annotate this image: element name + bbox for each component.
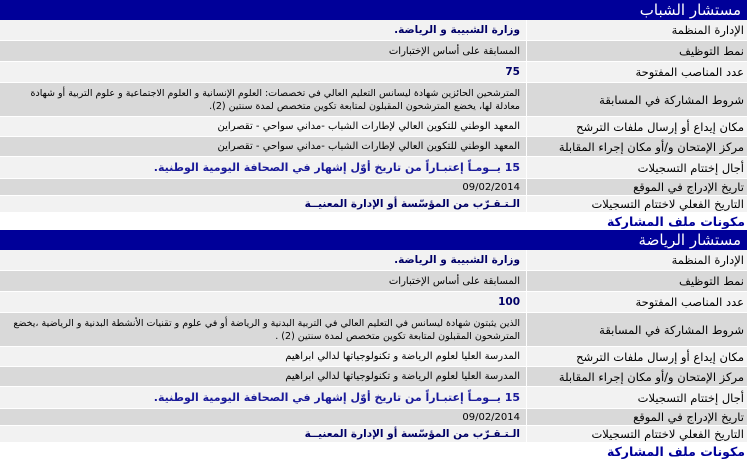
row-label: شروط المشاركة في المسابقة: [526, 313, 747, 346]
table-row: [0, 117, 747, 137]
row-value: المدرسة العليا لعلوم الرياضة و تكنولوجياتها لدالي ابراهيم: [285, 351, 520, 362]
row-value: 09/02/2014: [462, 181, 520, 193]
table-row: [0, 271, 747, 292]
components-link[interactable]: مكونات ملف المشاركة: [0, 213, 747, 230]
table-row: [0, 250, 747, 271]
row-label: التاريخ الفعلي لاختتام التسجيلات: [526, 426, 747, 442]
table-row: [0, 157, 747, 179]
row-value: المسابقة على أساس الإختبارات: [388, 275, 520, 287]
row-label: تاريخ الإدراج في الموقع: [526, 179, 747, 195]
table-row: [0, 137, 747, 157]
row-label: أجال إختتام التسجيلات: [526, 157, 747, 178]
row-label: مكان إيداع أو إرسال ملفات الترشح: [526, 117, 747, 136]
section-sports-advisor: [0, 230, 747, 460]
row-value: وزارة الشبيبة و الرياضة.: [394, 23, 520, 36]
table-row: [0, 179, 747, 196]
row-value: وزارة الشبيبة و الرياضة.: [394, 253, 520, 266]
table-row: [0, 387, 747, 409]
row-value: الـتـقـرّب من المؤسّسة أو الإدارة المعنيــة: [304, 427, 520, 440]
table-row: [0, 20, 747, 41]
row-label: الإدارة المنظمة: [526, 20, 747, 40]
table-row: [0, 367, 747, 387]
row-value: 100: [498, 295, 520, 308]
section-title: مستشار الشباب: [0, 0, 747, 20]
row-value: 75: [505, 65, 520, 78]
row-value: 15 يــومـاً إعتبـاراً من تاريخ أوّل إشهار في الصحافة اليومية الوطنية.: [153, 391, 520, 404]
row-label: أجال إختتام التسجيلات: [526, 387, 747, 408]
components-link[interactable]: مكونات ملف المشاركة: [0, 443, 747, 460]
row-value: المعهد الوطني للتكوين العالي لإطارات الشباب -مداني سواحي - تقصراين: [217, 141, 520, 152]
table-row: [0, 409, 747, 426]
row-value: المدرسة العليا لعلوم الرياضة و تكنولوجياتها لدالي ابراهيم: [285, 371, 520, 382]
row-label: شروط المشاركة في المسابقة: [526, 83, 747, 116]
table-row: [0, 196, 747, 213]
row-label: تاريخ الإدراج في الموقع: [526, 409, 747, 425]
table-row: [0, 347, 747, 367]
row-value: المعهد الوطني للتكوين العالي لإطارات الشباب -مداني سواحي - تقصراين: [217, 121, 520, 132]
table-row: [0, 83, 747, 117]
row-label: مركز الإمتحان و/أو مكان إجراء المقابلة: [526, 367, 747, 386]
row-value: 09/02/2014: [462, 411, 520, 423]
table-row: [0, 41, 747, 62]
row-label: التاريخ الفعلي لاختتام التسجيلات: [526, 196, 747, 212]
row-label: عدد المناصب المفتوحة: [526, 292, 747, 312]
row-value: الذين يثبتون شهادة ليسانس في التعليم العالي في التربية البدنية و الرياضة أو في علوم و تقنيات الأنشطة البدنية و الرياضية ،يخضع المترشحون المقبلون لمتابعة تكوين متخصص لمدة سنتين (2) .: [13, 317, 520, 342]
row-label: نمط التوظيف: [526, 41, 747, 61]
row-value: الـتـقـرّب من المؤسّسة أو الإدارة المعنيــة: [304, 197, 520, 210]
row-value: 15 يــومـاً إعتبـاراً من تاريخ أوّل إشهار في الصحافة اليومية الوطنية.: [153, 161, 520, 174]
row-value: المترشحين الحائزين شهادة ليسانس التعليم العالي في تخصصات: العلوم الإنسانية و العلوم الاجتماعية و علوم التربية أو شهادة معادلة لها، يخضع المترشحون المقبلون لمتابعة تكوين متخصص لمدة سنتين (2).: [30, 87, 520, 112]
row-label: عدد المناصب المفتوحة: [526, 62, 747, 82]
row-label: نمط التوظيف: [526, 271, 747, 291]
row-label: الإدارة المنظمة: [526, 250, 747, 270]
row-label: مكان إيداع أو إرسال ملفات الترشح: [526, 347, 747, 366]
row-value: المسابقة على أساس الإختبارات: [388, 45, 520, 57]
table-row: [0, 62, 747, 83]
table-row: [0, 292, 747, 313]
section-title: مستشار الرياضة: [0, 230, 747, 250]
table-row: [0, 313, 747, 347]
row-label: مركز الإمتحان و/أو مكان إجراء المقابلة: [526, 137, 747, 156]
